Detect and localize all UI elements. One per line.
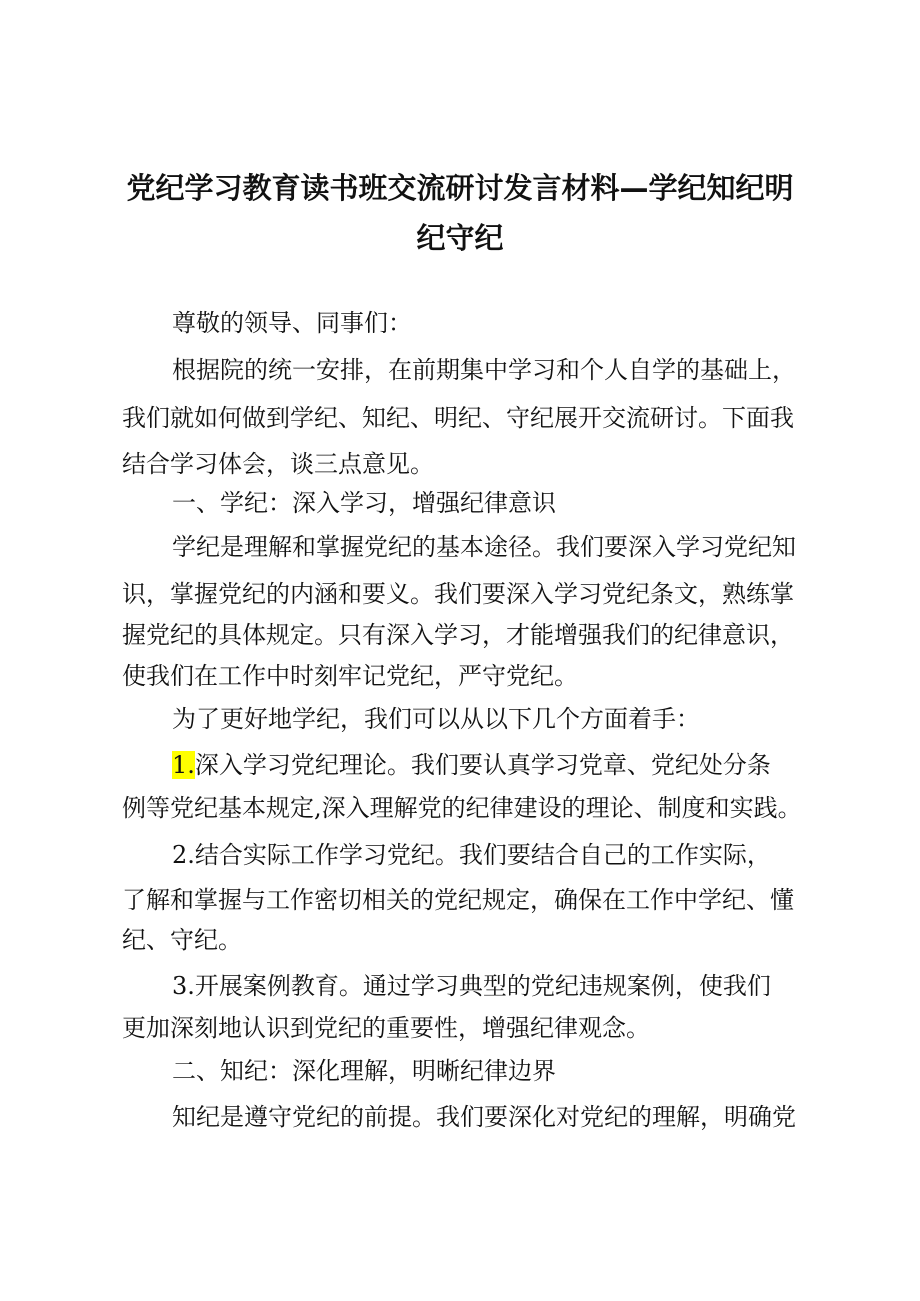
list-item-text: 深入学习党纪理论。我们要认真学习党章、党纪处分条 — [194, 751, 771, 779]
paragraph-line: 为了更好地学纪，我们可以从以下几个方面着手： — [172, 705, 700, 733]
paragraph-line: 了解和掌握与工作密切相关的党纪规定，确保在工作中学纪、懂 — [122, 886, 794, 914]
list-item-2-line: 2.结合实际工作学习党纪。我们要结合自己的工作实际， — [172, 841, 771, 869]
list-item-3-line: 3.开展案例教育。通过学习典型的党纪违规案例，使我们 — [172, 972, 771, 1000]
paragraph-line: 知纪是遵守党纪的前提。我们要深化对党纪的理解，明确党 — [172, 1103, 796, 1131]
paragraph-line: 结合学习体会，谈三点意见。 — [122, 450, 434, 478]
highlighted-list-marker: 1. — [172, 751, 195, 779]
paragraph-line: 学纪是理解和掌握党纪的基本途径。我们要深入学习党纪知 — [172, 533, 796, 561]
paragraph-line: 根据院的统一安排，在前期集中学习和个人自学的基础上， — [172, 356, 796, 384]
paragraph-line: 握党纪的具体规定。只有深入学习，才能增强我们的纪律意识， — [122, 621, 794, 649]
paragraph-line: 纪、守纪。 — [122, 926, 242, 954]
section-heading: 一、学纪：深入学习，增强纪律意识 — [172, 489, 556, 517]
document-title-line-2: 纪守纪 — [416, 221, 504, 255]
list-item-1-line — [172, 748, 812, 782]
paragraph-line: 更加深刻地认识到党纪的重要性，增强纪律观念。 — [122, 1014, 650, 1042]
salutation: 尊敬的领导、同事们： — [172, 309, 412, 337]
section-heading: 二、知纪：深化理解，明晰纪律边界 — [172, 1057, 556, 1085]
paragraph-line: 我们就如何做到学纪、知纪、明纪、守纪展开交流研讨。下面我 — [122, 404, 794, 432]
paragraph-line: 识，掌握党纪的内涵和要义。我们要深入学习党纪条文，熟练掌 — [122, 580, 794, 608]
paragraph-line: 使我们在工作中时刻牢记党纪，严守党纪。 — [122, 662, 578, 690]
document-title-line-1: 党纪学习教育读书班交流研讨发言材料—学纪知纪明 — [126, 171, 794, 205]
paragraph-line: 例等党纪基本规定,深入理解党的纪律建设的理论、制度和实践。 — [122, 794, 802, 822]
